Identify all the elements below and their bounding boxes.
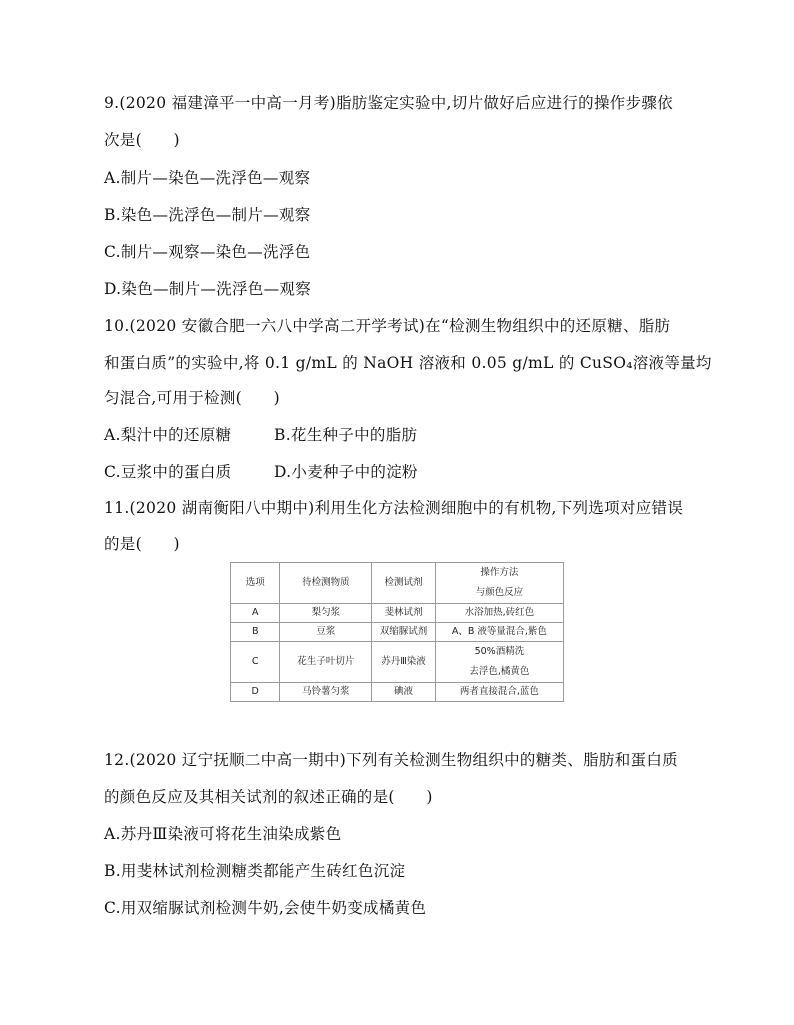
table-cell: 水浴加热,砖红色 (435, 604, 563, 623)
table-cell: 梨匀浆 (280, 604, 372, 623)
table-cell: A、B 液等量混合,紫色 (435, 623, 563, 642)
table-cell (435, 642, 563, 683)
table-row (231, 623, 564, 642)
table-cell-line: 50%酒精洗 (474, 646, 525, 657)
table-cell: 双缩脲试剂 (372, 623, 436, 642)
q9-option-c: C.制片—观察—染色—洗浮色 (104, 243, 311, 261)
q11-stem-line2: 的是( ) (104, 535, 180, 553)
table-cell: 花生子叶切片 (280, 642, 372, 683)
table-cell: 碘液 (372, 683, 436, 702)
q11-table (230, 562, 564, 702)
q11-stem-line1: 11.(2020 湖南衡阳八中期中)利用生化方法检测细胞中的有机物,下列选项对应错误 (104, 499, 684, 517)
q12-option-c: C.用双缩脲试剂检测牛奶,会使牛奶变成橘黄色 (104, 899, 427, 917)
table-header-cell (435, 563, 563, 604)
q10-option-b: B.花生种子中的脂肪 (274, 426, 418, 444)
q12-option-b: B.用斐林试剂检测糖类都能产生砖红色沉淀 (104, 862, 406, 880)
q9-option-d: D.染色—制片—洗浮色—观察 (104, 280, 312, 298)
q9-stem-line1: 9.(2020 福建漳平一中高一月考)脂肪鉴定实验中,切片做好后应进行的操作步骤依 (104, 94, 673, 112)
q12-stem-line1: 12.(2020 辽宁抚顺二中高一期中)下列有关检测生物组织中的糖类、脂肪和蛋白质 (104, 751, 678, 769)
q10-option-d: D.小麦种子中的淀粉 (274, 463, 418, 481)
table-header-line: 与颜色反应 (475, 587, 524, 598)
q10-option-a: A.梨汁中的还原糖 (104, 426, 232, 444)
q10-stem-line1: 10.(2020 安徽合肥一六八中学高二开学考试)在“检测生物组织中的还原糖、脂肪 (104, 317, 671, 335)
table-row (231, 642, 564, 683)
q9-option-a: A.制片—染色—洗浮色—观察 (104, 169, 311, 187)
table-cell: D (231, 683, 280, 702)
table-cell: 马铃薯匀浆 (280, 683, 372, 702)
table-header-cell: 待检测物质 (280, 563, 372, 604)
q10-stem-line2: 和蛋白质”的实验中,将 0.1 g/mL 的 NaOH 溶液和 0.05 g/mL 的 CuSO₄溶液等量均 (104, 354, 712, 372)
table-cell-line: 去浮色,橘黄色 (469, 666, 530, 677)
q10-options-row2 (104, 461, 704, 483)
table-header-cell: 检测试剂 (372, 563, 436, 604)
q9-option-b: B.染色—洗浮色—制片—观察 (104, 206, 311, 224)
table-cell: B (231, 623, 280, 642)
q10-option-c: C.豆浆中的蛋白质 (104, 463, 232, 481)
table-header-row (231, 563, 564, 604)
table-cell: 斐林试剂 (372, 604, 436, 623)
table-cell: 苏丹Ⅲ染液 (372, 642, 436, 683)
q12-option-a: A.苏丹Ⅲ染液可将花生油染成紫色 (104, 825, 342, 843)
table-cell: C (231, 642, 280, 683)
table-header-line: 操作方法 (480, 567, 519, 578)
table-header-cell: 选项 (231, 563, 280, 604)
q12-stem-line2: 的颜色反应及其相关试剂的叙述正确的是( ) (104, 788, 433, 806)
table-cell: 豆浆 (280, 623, 372, 642)
table-row (231, 604, 564, 623)
q10-stem-line3: 匀混合,可用于检测( ) (104, 389, 280, 407)
table-row (231, 683, 564, 702)
q9-stem-line2: 次是( ) (104, 131, 180, 149)
table-cell: A (231, 604, 280, 623)
table-cell: 两者直接混合,蓝色 (435, 683, 563, 702)
q10-options-row1 (104, 424, 704, 446)
